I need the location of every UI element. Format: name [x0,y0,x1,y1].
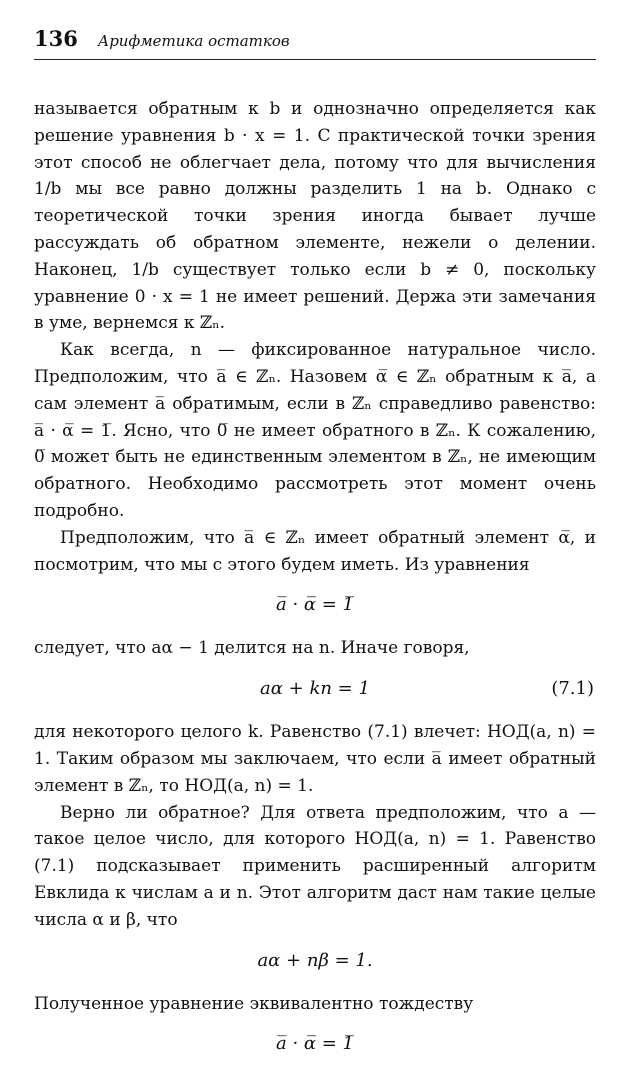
paragraph-3: Предположим, что a̅ ∈ ℤₙ имеет обратный элемент α̅, и посмотрим, что мы с этого будем иметь. Из уравнения [34,527,596,575]
equation-a [34,592,596,618]
equation-a-text: a̅ · α̅ = 1̅ [275,594,355,616]
equation-number: (7.1) [551,678,594,700]
equation-7-1-text: aα + kn = 1 [260,678,370,700]
equation-c-text: aα + nβ = 1. [257,949,373,971]
equation-c [34,948,596,974]
paragraph-2: Как всегда, n — фиксированное натуральное число. Предположим, что a̅ ∈ ℤₙ. Назовем α̅ ∈ ℤₙ обратным к a̅, а сам элемент a̅ обратимым, если в ℤₙ справедливо равенство: a̅ · α̅ = 1̅. Ясно, что 0̅ не имеет обратного в ℤₙ. К сожалению, 0̅ может быть не единственным элементом в ℤₙ, не имеющим обратного. Необходимо рассмотреть этот момент очень подробно. [34,340,596,521]
book-page [34,26,596,1074]
paragraph-5: для некоторого целого k. Равенство (7.1) влечет: НОД(a, n) = 1. Таким образом мы заключаем, что если a̅ имеет обратный элемент в ℤₙ, то НОД(a, n) = 1. [34,722,596,796]
paragraph-7: Полученное уравнение эквивалентно тождеству [34,993,474,1014]
equation-d [34,1031,596,1057]
equation-7-1 [34,676,596,702]
paragraph-6: Верно ли обратное? Для ответа предположим, что a — такое целое число, для которого НОД(a, n) = 1. Равенство (7.1) подсказывает применить расширенный алгоритм Евклида к числам a и n. Этот алгоритм даст нам такие целые числа α и β, что [34,802,596,930]
page-number: 136 [34,26,78,51]
paragraph-4: следует, что aα − 1 делится на n. Иначе говоря, [34,638,470,659]
page-header [34,26,596,60]
equation-d-text: a̅ · α̅ = 1̅ [275,1033,355,1055]
page-body [34,96,596,1057]
paragraph-1: называется обратным к b и однозначно определяется как решение уравнения b · x = 1. С практической точки зрения этот способ не облегчает дела, потому что для вычисления 1/b мы все равно должны разделить 1 на b. Однако с теоретической точки зрения иногда бывает лучше рассуждать об обратном элементе, нежели о делении. Наконец, 1/b существует только если b ≠ 0, поскольку уравнение 0 · x = 1 не имеет решений. Держа эти замечания в уме, вернемся к ℤₙ. [34,99,596,334]
running-title: Арифметика остатков [97,32,290,50]
